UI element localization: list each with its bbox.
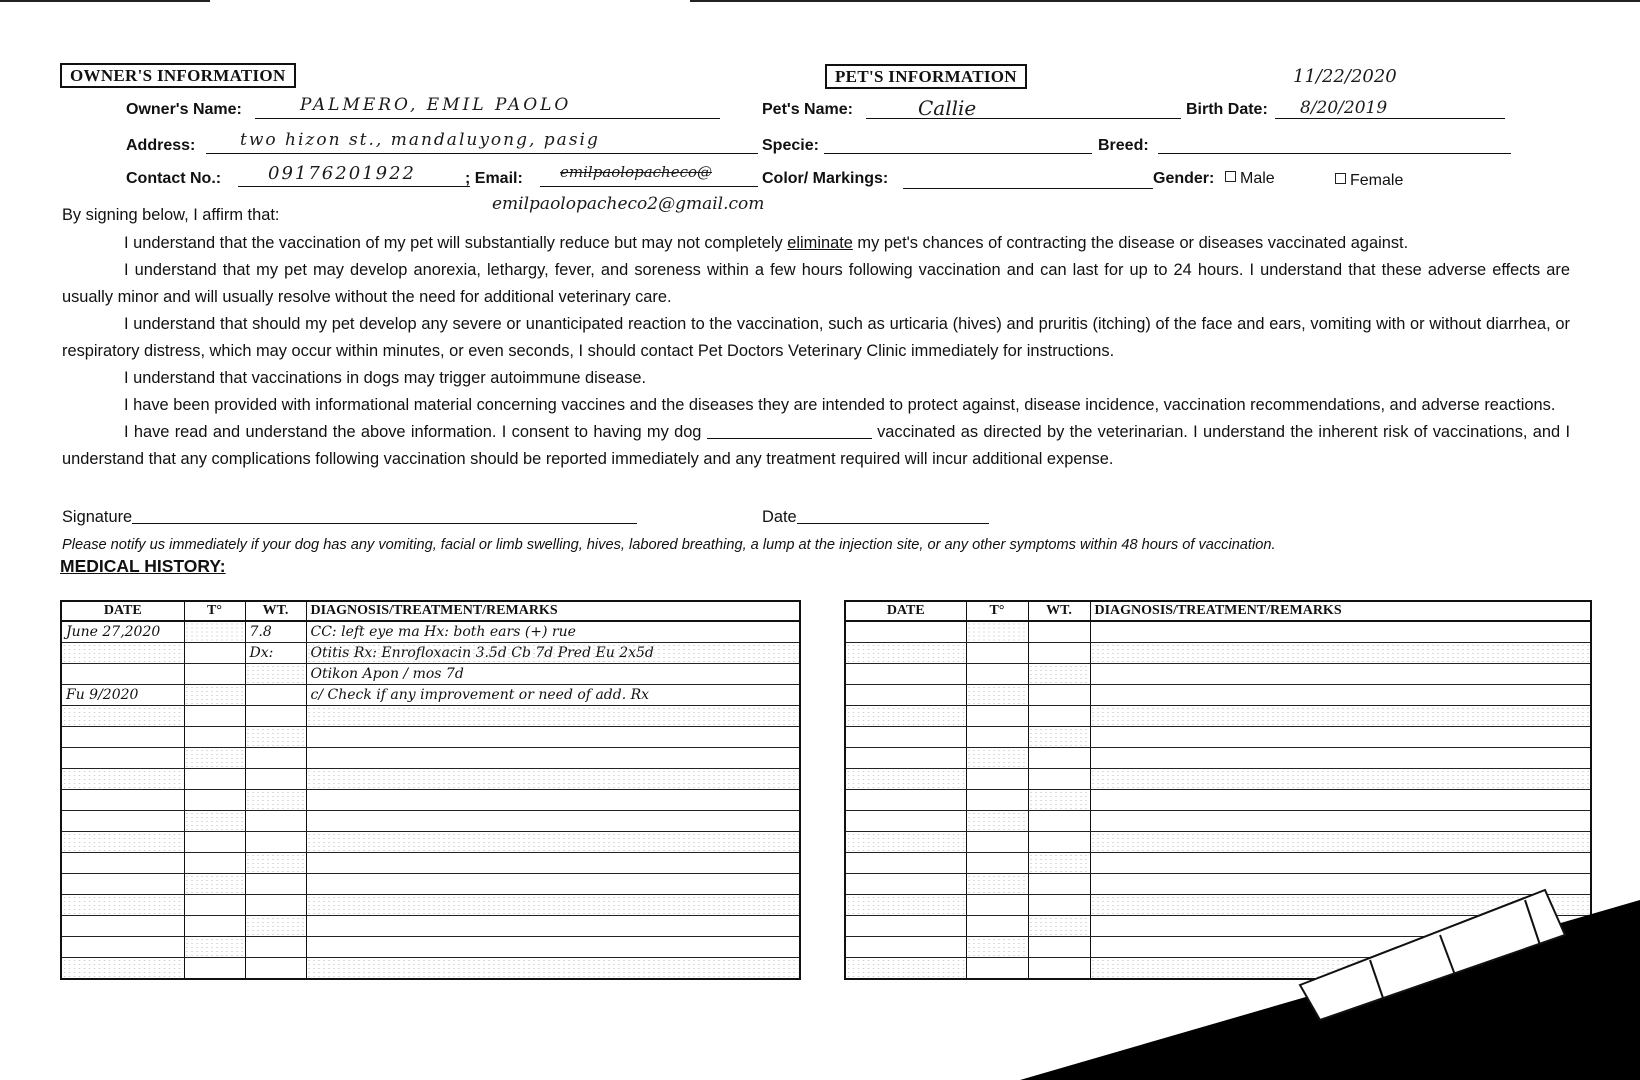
table-row xyxy=(61,727,800,748)
weight-cell[interactable] xyxy=(245,958,306,980)
table-row xyxy=(845,958,1591,980)
remarks-cell[interactable] xyxy=(306,937,800,958)
date-cell[interactable] xyxy=(61,895,184,916)
temp-cell[interactable] xyxy=(966,748,1028,769)
dog-vaccine-blank[interactable] xyxy=(707,424,872,439)
weight-cell[interactable] xyxy=(1028,621,1090,643)
date-cell[interactable] xyxy=(845,769,966,790)
address-field[interactable]: two hizon st., mandaluyong, pasig xyxy=(240,130,600,150)
table-row xyxy=(845,685,1591,706)
date-cell[interactable] xyxy=(845,643,966,664)
temp-cell[interactable] xyxy=(966,811,1028,832)
remarks-cell[interactable] xyxy=(1090,621,1591,643)
temp-cell[interactable] xyxy=(184,895,245,916)
consent-p1 xyxy=(62,230,1570,257)
weight-cell[interactable] xyxy=(245,790,306,811)
date-cell[interactable] xyxy=(61,811,184,832)
male-option[interactable] xyxy=(1225,170,1275,188)
remarks-cell[interactable] xyxy=(1090,916,1591,937)
notify-notice: Please notify us immediately if your dog has any vomiting, facial or limb swelling, hives, labored breathing, a lump at the injection site, or any other symptoms within 48 hours of vaccination. xyxy=(62,537,1276,553)
date-cell[interactable] xyxy=(61,853,184,874)
temp-cell[interactable] xyxy=(966,664,1028,685)
weight-cell[interactable]: Dx: xyxy=(245,643,306,664)
table-row xyxy=(61,811,800,832)
date-cell[interactable] xyxy=(61,748,184,769)
remarks-cell[interactable]: CC: left eye ma Hx: both ears (+) rue xyxy=(306,621,800,643)
written-date: 11/22/2020 xyxy=(1293,66,1397,87)
date-label: Date xyxy=(762,508,797,526)
table-row xyxy=(845,621,1591,643)
remarks-cell[interactable] xyxy=(306,811,800,832)
weight-cell[interactable] xyxy=(1028,916,1090,937)
temp-cell[interactable] xyxy=(184,727,245,748)
weight-cell[interactable] xyxy=(1028,643,1090,664)
table-row xyxy=(845,706,1591,727)
address-label: Address: xyxy=(126,137,196,154)
table-row xyxy=(61,664,800,685)
temp-cell[interactable] xyxy=(184,769,245,790)
date-cell[interactable] xyxy=(845,664,966,685)
pet-info-heading: PET'S INFORMATION xyxy=(825,64,1027,89)
col-weight: WT. xyxy=(1028,601,1090,621)
owner-info-heading: OWNER'S INFORMATION xyxy=(60,63,296,88)
temp-cell[interactable] xyxy=(966,958,1028,980)
table-row xyxy=(61,643,800,664)
table-header-row xyxy=(61,601,800,621)
date-cell[interactable] xyxy=(845,706,966,727)
pet-name-line xyxy=(866,118,1181,119)
table-row xyxy=(845,832,1591,853)
temp-cell[interactable] xyxy=(184,685,245,706)
temp-cell[interactable] xyxy=(184,621,245,643)
remarks-cell[interactable] xyxy=(1090,727,1591,748)
address-line xyxy=(206,153,758,154)
temp-cell[interactable] xyxy=(966,621,1028,643)
date-cell[interactable] xyxy=(845,685,966,706)
contact-label: Contact No.: xyxy=(126,170,222,187)
col-date: DATE xyxy=(61,601,184,621)
remarks-cell[interactable] xyxy=(306,748,800,769)
weight-cell[interactable] xyxy=(245,832,306,853)
weight-cell[interactable]: 7.8 xyxy=(245,621,306,643)
col-weight: WT. xyxy=(245,601,306,621)
weight-cell[interactable] xyxy=(1028,664,1090,685)
table-row xyxy=(61,706,800,727)
temp-cell[interactable] xyxy=(184,874,245,895)
email-field[interactable]: emilpaolopacheco2@gmail.com xyxy=(492,194,765,214)
remarks-cell[interactable] xyxy=(306,769,800,790)
remarks-cell[interactable] xyxy=(1090,748,1591,769)
weight-cell[interactable] xyxy=(1028,811,1090,832)
date-cell[interactable] xyxy=(845,958,966,980)
date-cell[interactable] xyxy=(845,790,966,811)
email-struck-text: emilpaolopacheco@ xyxy=(560,163,713,181)
remarks-cell[interactable] xyxy=(1090,811,1591,832)
weight-cell[interactable] xyxy=(245,853,306,874)
remarks-cell[interactable] xyxy=(306,853,800,874)
remarks-cell[interactable] xyxy=(1090,874,1591,895)
temp-cell[interactable] xyxy=(184,706,245,727)
date-cell[interactable] xyxy=(61,916,184,937)
gender-label: Gender: xyxy=(1153,170,1215,187)
remarks-cell[interactable] xyxy=(306,958,800,980)
weight-cell[interactable] xyxy=(1028,790,1090,811)
col-diagnosis: DIAGNOSIS/TREATMENT/REMARKS xyxy=(1090,601,1591,621)
medical-history-right-body xyxy=(845,621,1591,979)
weight-cell[interactable] xyxy=(1028,874,1090,895)
date-cell[interactable] xyxy=(845,895,966,916)
temp-cell[interactable] xyxy=(184,811,245,832)
temp-cell[interactable] xyxy=(966,706,1028,727)
date-line[interactable] xyxy=(797,509,989,524)
weight-cell[interactable] xyxy=(1028,958,1090,980)
remarks-cell[interactable] xyxy=(1090,937,1591,958)
color-markings-label: Color/ Markings: xyxy=(762,170,889,187)
temp-cell[interactable] xyxy=(184,643,245,664)
remarks-cell[interactable] xyxy=(306,706,800,727)
owner-name-label: Owner's Name: xyxy=(126,101,242,118)
date-cell[interactable] xyxy=(61,727,184,748)
date-cell[interactable]: June 27,2020 xyxy=(61,621,184,643)
col-date: DATE xyxy=(845,601,966,621)
remarks-cell[interactable] xyxy=(306,916,800,937)
remarks-cell[interactable] xyxy=(1090,895,1591,916)
weight-cell[interactable] xyxy=(245,727,306,748)
date-cell[interactable] xyxy=(61,664,184,685)
weight-cell[interactable] xyxy=(1028,706,1090,727)
female-option[interactable] xyxy=(1335,172,1403,190)
weight-cell[interactable] xyxy=(245,916,306,937)
temp-cell[interactable] xyxy=(184,853,245,874)
weight-cell[interactable] xyxy=(1028,937,1090,958)
table-row xyxy=(845,727,1591,748)
date-cell[interactable] xyxy=(845,937,966,958)
signature-label: Signature xyxy=(62,508,133,526)
remarks-cell[interactable]: Otikon Apon / mos 7d xyxy=(306,664,800,685)
date-cell[interactable] xyxy=(61,769,184,790)
birth-date-field[interactable]: 8/20/2019 xyxy=(1300,98,1388,118)
date-cell[interactable] xyxy=(61,706,184,727)
date-cell[interactable] xyxy=(845,811,966,832)
medical-history-table-left xyxy=(60,600,801,980)
remarks-cell[interactable] xyxy=(1090,685,1591,706)
table-row xyxy=(61,937,800,958)
weight-cell[interactable] xyxy=(245,895,306,916)
temp-cell[interactable] xyxy=(966,874,1028,895)
date-cell[interactable] xyxy=(61,643,184,664)
weight-cell[interactable] xyxy=(1028,727,1090,748)
table-row xyxy=(845,790,1591,811)
consent-p3: I understand that should my pet develop any severe or unanticipated reaction to the vaccination, such as urticaria (hives) and pruritis (itching) of the face and ears, vomiting with or without diarrhea, or respiratory distress, which may occur within minutes, or even seconds, I should contact Pet Doctors Veterinary Clinic immediately for instructions. xyxy=(62,315,1570,360)
table-row xyxy=(845,916,1591,937)
remarks-cell[interactable] xyxy=(1090,643,1591,664)
temp-cell[interactable] xyxy=(184,958,245,980)
temp-cell[interactable] xyxy=(966,727,1028,748)
weight-cell[interactable] xyxy=(245,874,306,895)
scan-edge-left xyxy=(0,0,210,2)
table-row xyxy=(61,895,800,916)
table-row xyxy=(845,664,1591,685)
table-row xyxy=(61,769,800,790)
consent-p6 xyxy=(62,419,1570,473)
consent-intro: By signing below, I affirm that: xyxy=(62,206,280,224)
temp-cell[interactable] xyxy=(966,832,1028,853)
date-cell[interactable]: Fu 9/2020 xyxy=(61,685,184,706)
email-label: ; Email: xyxy=(465,170,523,187)
weight-cell[interactable] xyxy=(1028,769,1090,790)
remarks-cell[interactable] xyxy=(1090,664,1591,685)
table-row xyxy=(61,916,800,937)
table-row xyxy=(61,685,800,706)
consent-p1-end: my pet's chances of contracting the disease or diseases vaccinated against. xyxy=(852,234,1409,252)
remarks-cell[interactable] xyxy=(1090,958,1591,980)
email-line xyxy=(540,186,758,187)
female-checkbox[interactable] xyxy=(1335,173,1346,184)
date-cell[interactable] xyxy=(845,916,966,937)
temp-cell[interactable] xyxy=(966,685,1028,706)
consent-p1-underlined: eliminate xyxy=(787,234,853,252)
temp-cell[interactable] xyxy=(966,790,1028,811)
table-row xyxy=(61,958,800,980)
remarks-cell[interactable] xyxy=(306,874,800,895)
weight-cell[interactable] xyxy=(245,811,306,832)
male-label: Male xyxy=(1240,170,1275,187)
weight-cell[interactable] xyxy=(245,685,306,706)
table-row xyxy=(845,937,1591,958)
table-row xyxy=(845,643,1591,664)
col-diagnosis: DIAGNOSIS/TREATMENT/REMARKS xyxy=(306,601,800,621)
date-cell[interactable] xyxy=(61,832,184,853)
consent-p4: I understand that vaccinations in dogs may trigger autoimmune disease. xyxy=(124,369,647,387)
color-markings-line[interactable] xyxy=(903,188,1153,189)
contact-field[interactable]: 09176201922 xyxy=(268,163,416,184)
table-row xyxy=(845,895,1591,916)
remarks-cell[interactable] xyxy=(306,790,800,811)
date-cell[interactable] xyxy=(61,958,184,980)
weight-cell[interactable] xyxy=(1028,832,1090,853)
remarks-cell[interactable] xyxy=(1090,706,1591,727)
pet-name-label: Pet's Name: xyxy=(762,101,853,118)
temp-cell[interactable] xyxy=(966,916,1028,937)
contact-line xyxy=(238,186,470,187)
breed-label: Breed: xyxy=(1098,137,1149,154)
consent-p5: I have been provided with informational material concerning vaccines and the diseases they are intended to protect against, disease incidence, vaccination recommendations, and adverse reactions. xyxy=(124,396,1556,414)
date-row xyxy=(762,508,989,527)
medical-history-left-body xyxy=(61,621,800,979)
female-label: Female xyxy=(1350,172,1404,189)
weight-cell[interactable] xyxy=(245,769,306,790)
consent-paragraphs xyxy=(62,230,1570,473)
table-row xyxy=(845,811,1591,832)
weight-cell[interactable] xyxy=(1028,895,1090,916)
table-row xyxy=(845,748,1591,769)
remarks-cell[interactable] xyxy=(1090,790,1591,811)
table-row xyxy=(61,621,800,643)
temp-cell[interactable] xyxy=(966,769,1028,790)
consent-p6-end: vaccinated as directed by the veterinarian. I understand the inherent risk of vaccinations, and I understand that any complications following vaccination should be reported immediately and any treatment required will incur additional expense. xyxy=(62,423,1570,468)
weight-cell[interactable] xyxy=(1028,748,1090,769)
temp-cell[interactable] xyxy=(184,664,245,685)
remarks-cell[interactable] xyxy=(306,832,800,853)
breed-line[interactable] xyxy=(1158,153,1511,154)
date-cell[interactable] xyxy=(61,790,184,811)
date-cell[interactable] xyxy=(845,621,966,643)
date-cell[interactable] xyxy=(845,832,966,853)
weight-cell[interactable] xyxy=(245,706,306,727)
col-temp: T° xyxy=(184,601,245,621)
medical-history-table-right xyxy=(844,600,1592,980)
male-checkbox[interactable] xyxy=(1225,171,1236,182)
signature-row xyxy=(62,508,637,527)
consent-p6-start: I have read and understand the above information. I consent to having my dog xyxy=(124,423,702,441)
signature-line[interactable] xyxy=(132,509,637,524)
specie-line[interactable] xyxy=(824,153,1092,154)
remarks-cell[interactable] xyxy=(1090,853,1591,874)
specie-label: Specie: xyxy=(762,137,819,154)
date-cell[interactable] xyxy=(845,727,966,748)
date-cell[interactable] xyxy=(61,874,184,895)
date-cell[interactable] xyxy=(845,748,966,769)
table-row xyxy=(61,874,800,895)
col-temp: T° xyxy=(966,601,1028,621)
remarks-cell[interactable] xyxy=(1090,832,1591,853)
temp-cell[interactable] xyxy=(184,748,245,769)
pet-name-field[interactable]: Callie xyxy=(918,96,977,120)
scan-edge-right xyxy=(690,0,1640,2)
consent-p1-start: I understand that the vaccination of my pet will substantially reduce but may not completely xyxy=(124,234,788,252)
weight-cell[interactable] xyxy=(1028,685,1090,706)
temp-cell[interactable] xyxy=(966,853,1028,874)
table-row xyxy=(845,853,1591,874)
table-row xyxy=(61,790,800,811)
medical-history-heading: MEDICAL HISTORY: xyxy=(60,556,226,576)
table-row xyxy=(845,874,1591,895)
table-row xyxy=(61,853,800,874)
temp-cell[interactable] xyxy=(966,937,1028,958)
owner-name-field[interactable]: PALMERO, EMIL PAOLO xyxy=(300,95,572,115)
weight-cell[interactable] xyxy=(1028,853,1090,874)
temp-cell[interactable] xyxy=(184,937,245,958)
temp-cell[interactable] xyxy=(184,832,245,853)
table-header-row xyxy=(845,601,1591,621)
weight-cell[interactable] xyxy=(245,664,306,685)
temp-cell[interactable] xyxy=(966,895,1028,916)
date-cell[interactable] xyxy=(845,853,966,874)
birth-date-label: Birth Date: xyxy=(1186,101,1268,118)
table-row xyxy=(845,769,1591,790)
date-cell[interactable] xyxy=(845,874,966,895)
table-row xyxy=(61,748,800,769)
temp-cell[interactable] xyxy=(966,643,1028,664)
owner-name-line xyxy=(255,118,720,119)
consent-p2: I understand that my pet may develop anorexia, lethargy, fever, and soreness within a few hours following vaccination and can last for up to 24 hours. I understand that these adverse effects are usually minor and will usually resolve without the need for additional veterinary care. xyxy=(62,261,1570,306)
birth-date-line xyxy=(1275,118,1505,119)
remarks-cell[interactable]: c/ Check if any improvement or need of add. Rx xyxy=(306,685,800,706)
temp-cell[interactable] xyxy=(184,790,245,811)
remarks-cell[interactable] xyxy=(306,895,800,916)
table-row xyxy=(61,832,800,853)
date-cell[interactable] xyxy=(61,937,184,958)
remarks-cell[interactable]: Otitis Rx: Enrofloxacin 3.5d Cb 7d Pred Eu 2x5d xyxy=(306,643,800,664)
weight-cell[interactable] xyxy=(245,748,306,769)
weight-cell[interactable] xyxy=(245,937,306,958)
remarks-cell[interactable] xyxy=(1090,769,1591,790)
temp-cell[interactable] xyxy=(184,916,245,937)
remarks-cell[interactable] xyxy=(306,727,800,748)
